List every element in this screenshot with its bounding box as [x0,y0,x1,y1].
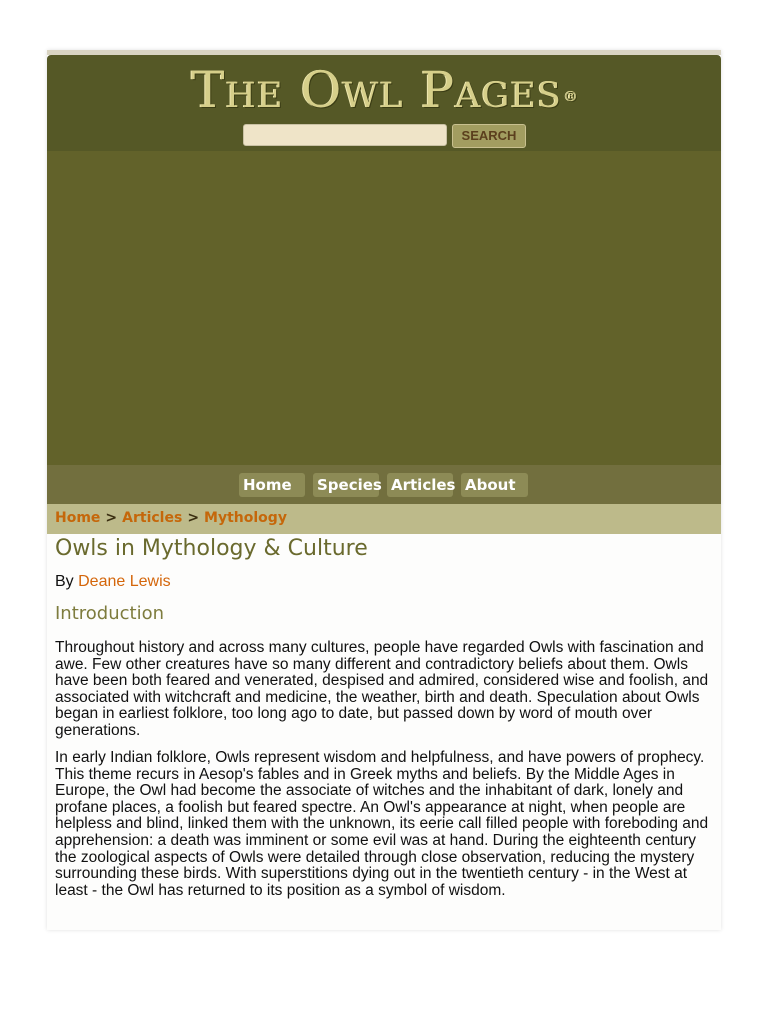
nav-item-articles[interactable]: Articles [387,473,453,497]
breadcrumb-mythology[interactable]: Mythology [204,510,287,526]
search-button[interactable]: SEARCH [452,124,526,148]
breadcrumb-bar [47,504,721,534]
breadcrumb-separator: > [187,510,200,526]
site-header [47,55,721,151]
breadcrumb-articles[interactable]: Articles [122,510,183,526]
breadcrumb-home[interactable]: Home [55,510,101,526]
article-paragraph-2: In early Indian folklore, Owls represent wisdom and helpfulness, and have powers of prophecy. This theme recurs in Aesop's fables and in Greek myths and beliefs. By the Middle Ages in Europe, the Owl had become the associate of witches and the inhabitant of dark, lonely and profane places, a foolish but feared spectre. An Owl's appearance at night, when people are helpless and blind, linked them with the unknown, its eerie call filled people with foreboding and apprehension: a death was imminent or some evil was at hand. During the eighteenth century the zoological aspects of Owls were detailed through close observation, reducing the mystery surrounding these birds. With superstitions dying out in the twentieth century - in the West at least - the Owl has returned to its position as a symbol of wisdom. [55,749,709,899]
site-logo-text: The Owl Pages [191,61,562,119]
search-input[interactable] [243,124,447,146]
hero-banner [47,151,721,465]
page-container [47,50,721,930]
author-link[interactable]: Deane Lewis [78,573,171,590]
section-heading-introduction: Introduction [55,603,165,624]
breadcrumb [55,510,287,526]
byline [55,573,171,591]
main-nav [47,465,721,504]
nav-item-about[interactable]: About [461,473,528,497]
registered-mark: ® [563,89,579,105]
nav-item-home[interactable]: Home [239,473,305,497]
site-logo[interactable] [165,59,605,121]
article-paragraph-1: Throughout history and across many cultures, people have regarded Owls with fascination and awe. Few other creatures have so many different and contradictory beliefs about them. Owls have been both feared and venerated, despised and admired, considered wise and foolish, and associated with witchcraft and medicine, the weather, birth and death. Speculation about Owls began in earliest folklore, too long ago to date, but passed down by word of mouth over generations. [55,639,709,739]
page-title: Owls in Mythology & Culture [55,536,368,561]
byline-prefix: By [55,573,74,590]
breadcrumb-separator: > [105,510,118,526]
nav-item-species[interactable]: Species [313,473,379,497]
